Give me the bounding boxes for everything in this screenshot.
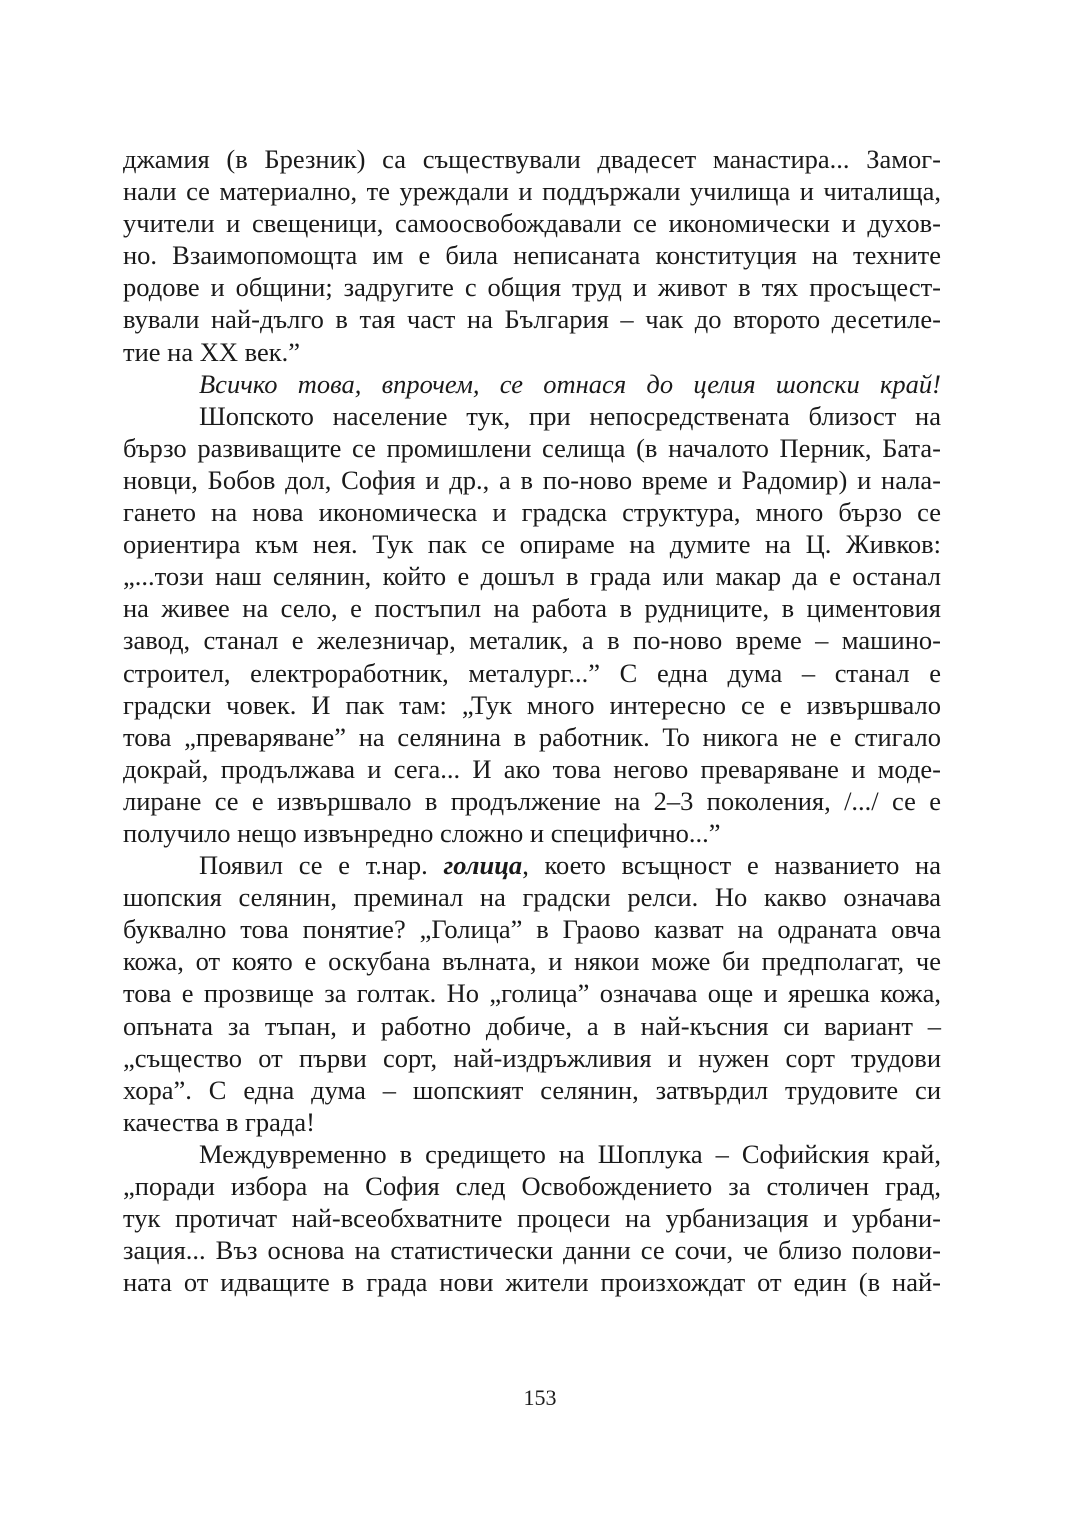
emphasized-term: голица: [443, 850, 523, 881]
text-line: това „преваряване” на селянина в работник. То никога не е стигало: [123, 721, 941, 752]
text-segment: , което всъщност е названието на: [522, 850, 942, 881]
text-line: ната от идващите в града нови жители произхождат от един (в най-: [123, 1267, 941, 1298]
text-line: „същество от първи сорт, най-издръжливия и нужен сорт трудови: [123, 1042, 941, 1073]
text-line: хора”. С една дума – шопският селянин, затвърдил трудовите си: [123, 1074, 941, 1105]
text-line: Шопското население тук, при непосредствената близост на: [199, 400, 941, 431]
text-line: бързо развиващите се промишлени селища (в началото Перник, Бата-: [123, 432, 941, 463]
text-line: получило нещо извънредно сложно и специфично...”: [123, 817, 721, 848]
text-line: това е прозвище за голтак. Но „голица” означава още и ярешка кожа,: [123, 978, 941, 1009]
page-number: 153: [523, 1385, 557, 1410]
text-line: Междувременно в средището на Шоплука – Софийския край,: [199, 1138, 941, 1169]
italic-remark: Всичко това, впрочем, се отнася до целия шопски край!: [199, 368, 941, 399]
text-line: но. Взаимопомощта им е била неписаната конституция на техните: [123, 240, 941, 271]
text-line: зация... Въз основа на статистически данни се сочи, че близо полови-: [123, 1235, 941, 1266]
text-line: тие на XX век.”: [123, 336, 300, 367]
text-line: новци, Бобов дол, София и др., а в по-ново време и Радомир) и нала-: [123, 464, 941, 495]
text-line: ориентира към нея. Тук пак се опираме на думите на Ц. Живков:: [123, 529, 941, 560]
text-line: нали се материално, те уреждали и поддържали училища и читалища,: [123, 176, 941, 207]
body-text: [123, 143, 941, 1298]
text-line: градски човек. И пак там: „Тук много интересно се е извършвало: [123, 689, 941, 720]
text-segment: Появил се е т.нар.: [199, 850, 428, 881]
text-line: „...този наш селянин, който е дошъл в града или макар да е останал: [123, 561, 941, 592]
text-line: [123, 849, 941, 881]
text-line: учители и свещеници, самоосвобождавали се икономически и духов-: [123, 208, 941, 239]
text-line: буквално това понятие? „Голица” в Граово казват на одраната овча: [123, 914, 941, 945]
text-line: на живее на село, е постъпил на работа в рудниците, в циментовия: [123, 593, 941, 624]
text-line: докрай, продължава и сега... И ако това негово преваряване и моде-: [123, 753, 941, 784]
text-line: „поради избора на София след Освобождението за столичен град,: [123, 1171, 941, 1201]
text-line: строител, електроработник, металург...” С една дума – станал е: [123, 657, 941, 688]
text-line: качества в града!: [123, 1106, 315, 1137]
text-line: опъната за тъпан, и работно добиче, а в най-късния си вариант –: [123, 1010, 941, 1041]
text-line: лиране се е извършвало в продължение на 2–3 поколения, /.../ се е: [123, 785, 941, 816]
text-line: кожа, от която е оскубана вълната, и някои може би предполагат, че: [123, 946, 941, 977]
text-line: шопския селянин, преминал на градски релси. Но какво означава: [123, 882, 941, 913]
text-line: завод, станал е железничар, металик, а в по-ново време – машино-: [123, 625, 941, 656]
text-line: джамия (в Брезник) са съществували двадесет манастира... Замог-: [123, 144, 941, 174]
text-line: родове и общини; задругите с общия труд и живот в тях просъщест-: [123, 272, 941, 303]
text-line: вували най-дълго в тая част на България – чак до второто десетиле-: [123, 304, 941, 335]
text-line: тук протичат най-всеобхватните процеси на урбанизация и урбани-: [123, 1203, 941, 1234]
text-line: гането на нова икономическа и градска структура, много бързо се: [123, 497, 941, 528]
